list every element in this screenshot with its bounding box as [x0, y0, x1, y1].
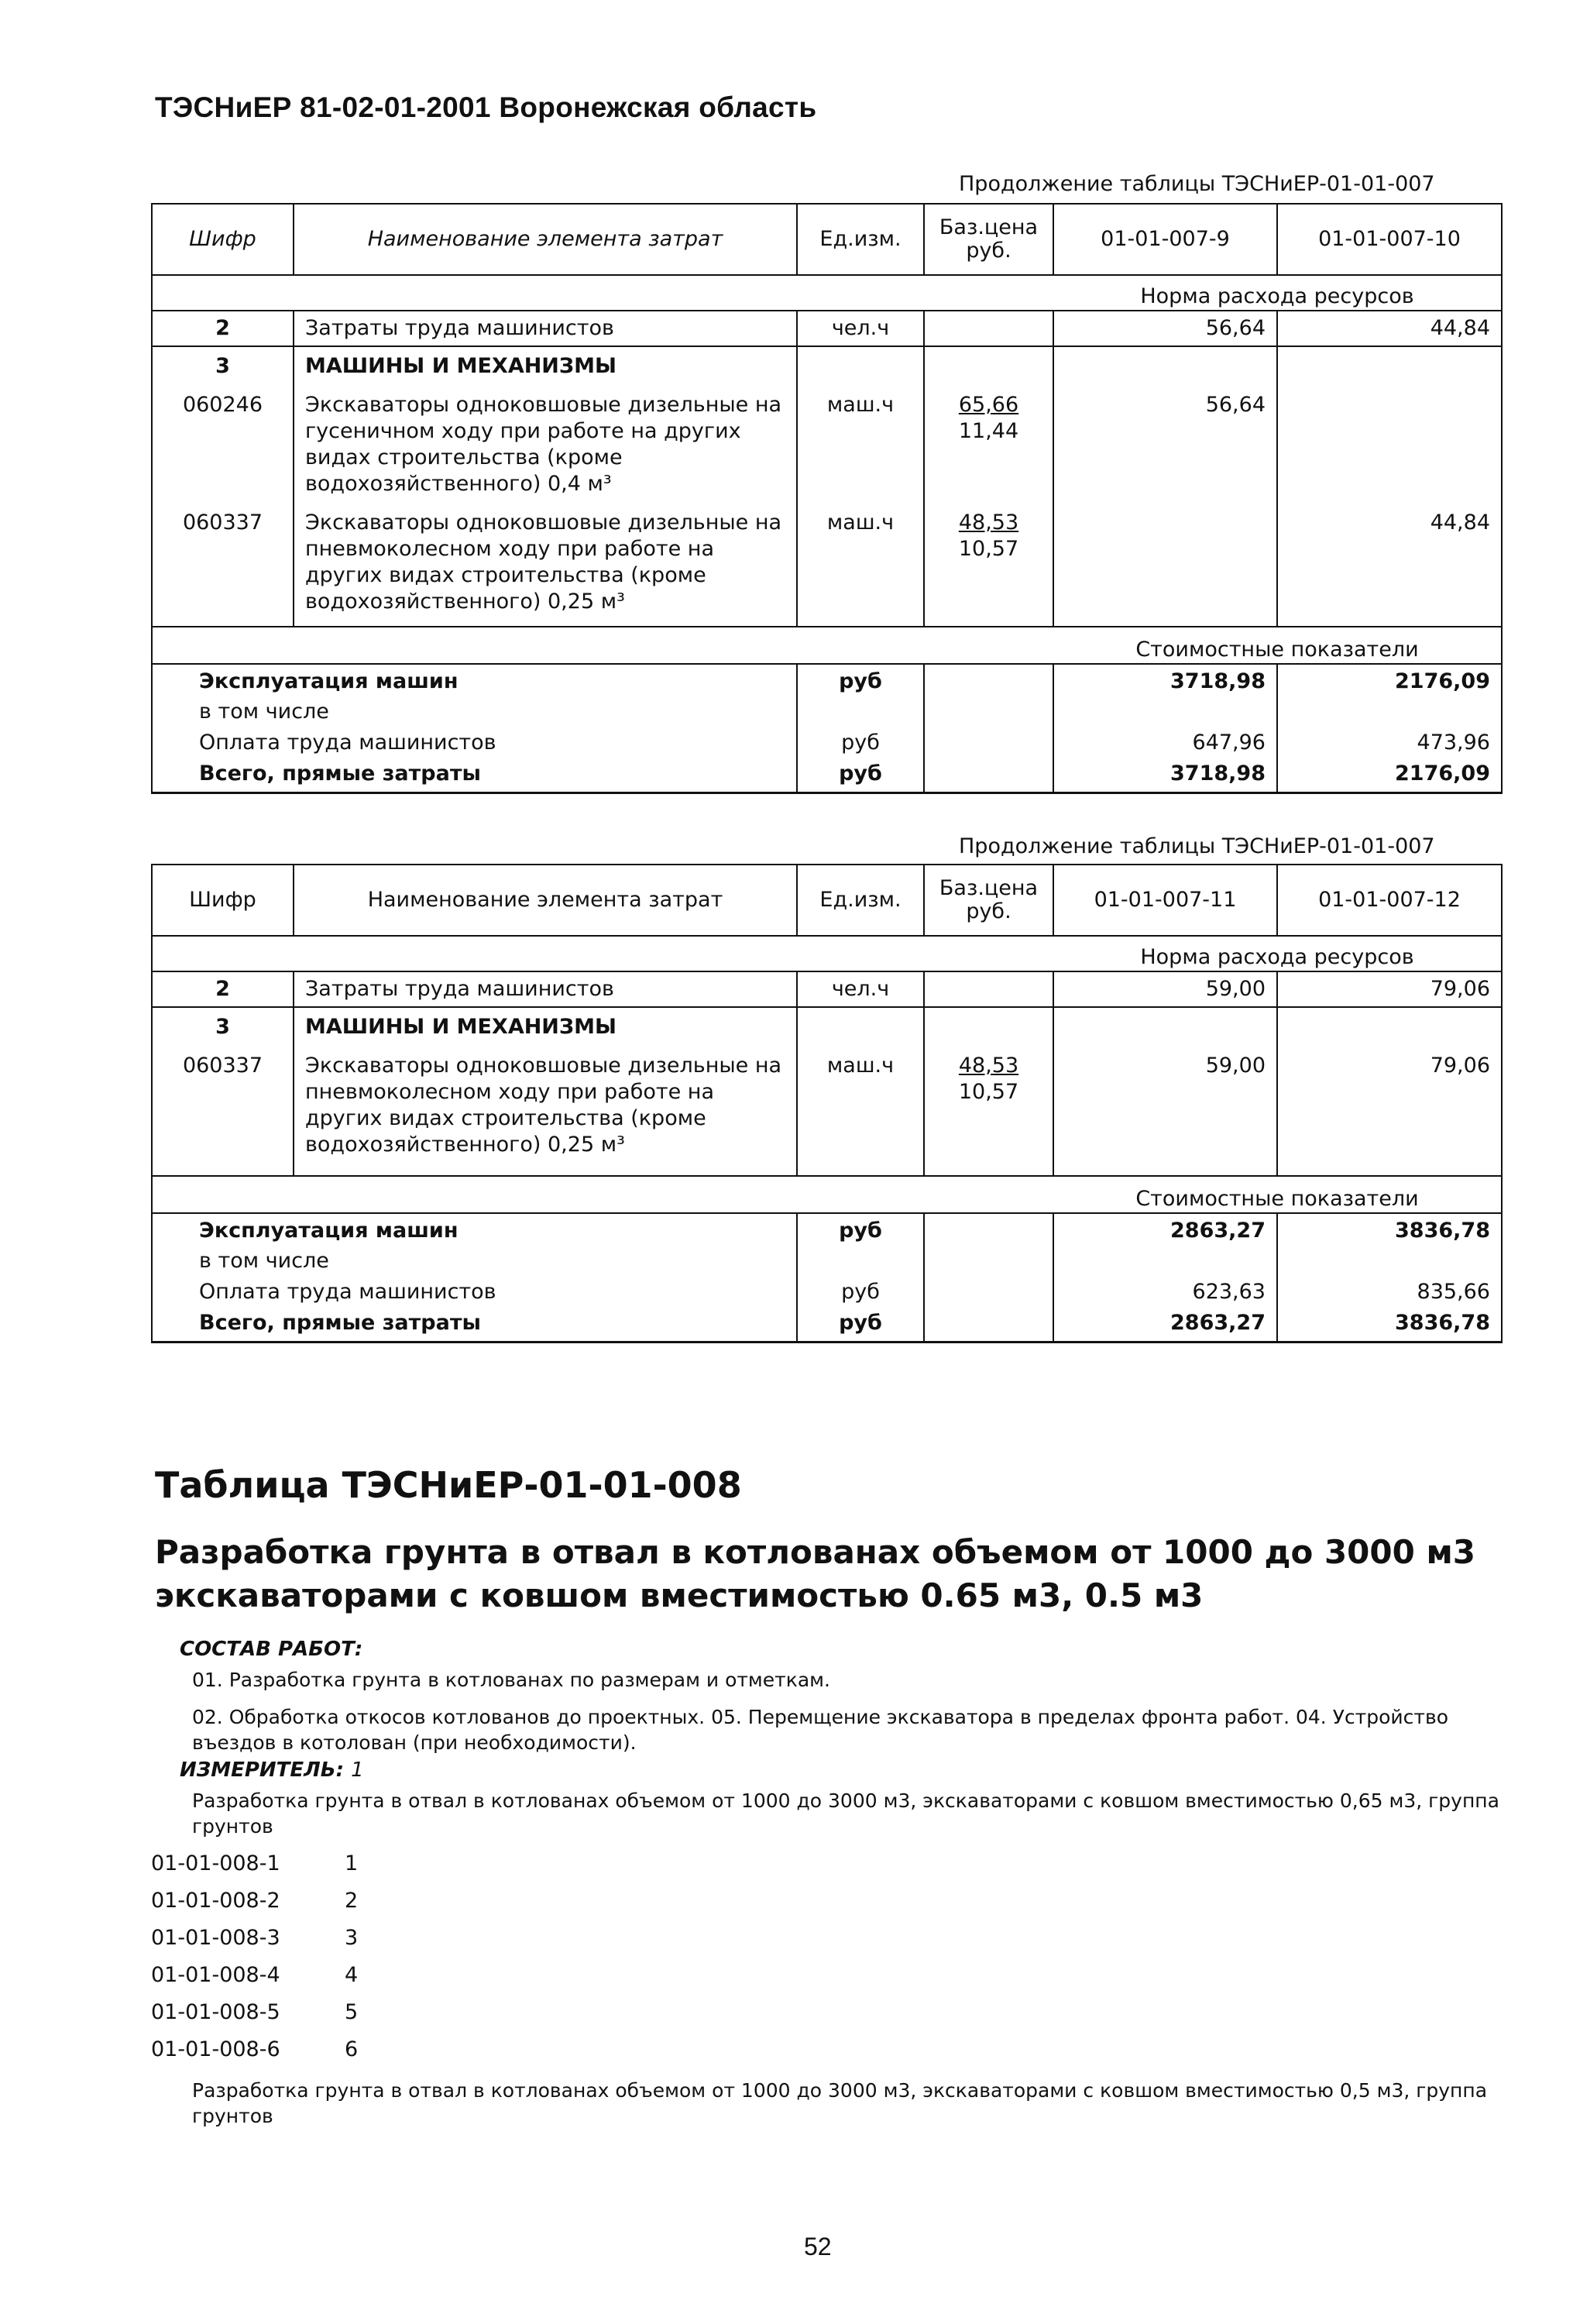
labor-row: [152, 311, 1502, 346]
cost-unit: [797, 1248, 924, 1279]
group: 6: [345, 2037, 359, 2061]
col-code-header: Шифр: [152, 865, 294, 936]
cost-label: Стоимостные показатели: [1053, 627, 1502, 664]
cost-row: [152, 1213, 1502, 1248]
row-price-labor: 10,57: [958, 1080, 1019, 1104]
row-a: 59,00: [1053, 1047, 1277, 1176]
cost-a: 2863,27: [1053, 1213, 1277, 1248]
composition-line-2: 02. Обработка откосов котлованов до проектных. 05. Перемщение экскаватора в пределах фронта работ. 04. Устройство въездов в котолован (при необходимости).: [192, 1706, 1448, 1754]
list-item: [151, 1845, 358, 1882]
machines-section-code: 3: [152, 1007, 294, 1047]
cost-name: Всего, прямые затраты: [152, 1310, 797, 1342]
cost-label: Стоимостные показатели: [1053, 1176, 1502, 1213]
cost-row: [152, 1248, 1502, 1279]
cost-b: 3836,78: [1277, 1310, 1502, 1342]
group: 2: [345, 1889, 359, 1913]
row-price: [924, 386, 1053, 507]
col-b-header: 01-01-007-10: [1277, 204, 1502, 275]
group: 4: [345, 1963, 359, 1987]
code-list: [151, 1845, 358, 2068]
row-b: [1277, 386, 1502, 507]
group1-text: Разработка грунта в отвал в котлованах объемом от 1000 до 3000 м3, экскаваторами с ковшом вместимостью 0,65 м3, группа грунтов: [192, 1789, 1499, 1838]
group: 3: [345, 1926, 359, 1950]
row-a: [1053, 507, 1277, 627]
cost-row: [152, 730, 1502, 761]
labor-unit: чел.ч: [797, 311, 924, 346]
machines-section-name: МАШИНЫ И МЕХАНИЗМЫ: [294, 1007, 797, 1047]
list-item: [151, 1994, 358, 2031]
row-unit: маш.ч: [797, 507, 924, 627]
cost-b: 2176,09: [1277, 664, 1502, 699]
cost-row: [152, 699, 1502, 730]
row-a: 56,64: [1053, 386, 1277, 507]
row-code: 060246: [152, 386, 294, 507]
group: 5: [345, 2000, 359, 2024]
row-price-total: 48,53: [958, 511, 1019, 535]
col-b-header: 01-01-007-12: [1277, 865, 1502, 936]
cost-row: [152, 664, 1502, 699]
cost-b: 473,96: [1277, 730, 1502, 761]
cost-unit: руб: [797, 1279, 924, 1310]
row-price-total: 48,53: [958, 1054, 1019, 1078]
group: 1: [345, 1851, 359, 1875]
cost-a: [1053, 699, 1277, 730]
labor-a: 59,00: [1053, 971, 1277, 1007]
labor-code: 2: [152, 971, 294, 1007]
col-a-header: 01-01-007-11: [1053, 865, 1277, 936]
row-name: Экскаваторы одноковшовые дизельные на пневмоколесном ходу при работе на других видах строительства (кроме водохозяйственного) 0,25 м³: [294, 1047, 797, 1176]
table-row: [152, 386, 1502, 507]
machines-section-row: [152, 346, 1502, 386]
code: 01-01-008-4: [151, 1963, 280, 1987]
col-name-header: Наименование элемента затрат: [294, 204, 797, 275]
list-item: [151, 2031, 358, 2068]
list-item: [151, 1882, 358, 1920]
code: 01-01-008-1: [151, 1851, 280, 1875]
row-code: 060337: [152, 507, 294, 627]
labor-a: 56,64: [1053, 311, 1277, 346]
meter-label: ИЗМЕРИТЕЛЬ:: [180, 1758, 344, 1782]
col-name-header: Наименование элемента затрат: [294, 865, 797, 936]
col-code-header: Шифр: [152, 204, 294, 275]
cost-name: Всего, прямые затраты: [152, 761, 797, 793]
composition-line-1: 01. Разработка грунта в котлованах по размерам и отметкам.: [192, 1669, 830, 1691]
cost-unit: руб: [797, 1310, 924, 1342]
row-price: [924, 1047, 1053, 1176]
table1-caption: Продолжение таблицы ТЭСНиЕР-01-01-007: [959, 172, 1435, 196]
row-price-labor: 10,57: [958, 537, 1019, 561]
section-title: Таблица ТЭСНиЕР-01-01-008: [155, 1464, 742, 1506]
col-a-header: 01-01-007-9: [1053, 204, 1277, 275]
cost-name: Эксплуатация машин: [152, 664, 797, 699]
list-item: [151, 1957, 358, 1994]
row-price-total: 65,66: [958, 393, 1019, 417]
row-b: 44,84: [1277, 507, 1502, 627]
norm-label: Норма расхода ресурсов: [1053, 275, 1502, 311]
cost-row: [152, 761, 1502, 793]
norm-label: Норма расхода ресурсов: [1053, 936, 1502, 971]
machines-section-name: МАШИНЫ И МЕХАНИЗМЫ: [294, 346, 797, 386]
row-price: [924, 507, 1053, 627]
cost-b: 835,66: [1277, 1279, 1502, 1310]
labor-name: Затраты труда машинистов: [294, 971, 797, 1007]
labor-code: 2: [152, 311, 294, 346]
cost-a: 647,96: [1053, 730, 1277, 761]
cost-label-row: [152, 1176, 1502, 1213]
table1-header-row: [152, 204, 1502, 275]
section-subtitle: Разработка грунта в отвал в котлованах объемом от 1000 до 3000 м3 экскаваторами с ковшом вместимостью 0.65 м3, 0.5 м3: [155, 1533, 1476, 1614]
table-row: [152, 507, 1502, 627]
meter-row: [180, 1758, 364, 1782]
cost-a: 623,63: [1053, 1279, 1277, 1310]
code: 01-01-008-2: [151, 1889, 280, 1913]
cost-name: Оплата труда машинистов: [152, 730, 797, 761]
code: 01-01-008-5: [151, 2000, 280, 2024]
cost-row: [152, 1279, 1502, 1310]
table2-header-row: [152, 865, 1502, 936]
document-header: ТЭСНиЕР 81-02-01-2001 Воронежская область: [155, 91, 817, 123]
cost-b: 2176,09: [1277, 761, 1502, 793]
cost-name: Эксплуатация машин: [152, 1213, 797, 1248]
cost-name: в том числе: [152, 699, 797, 730]
cost-b: 3836,78: [1277, 1213, 1502, 1248]
cost-unit: руб: [797, 664, 924, 699]
col-unit-header: Ед.изм.: [797, 865, 924, 936]
col-unit-header: Ед.изм.: [797, 204, 924, 275]
cost-a: 2863,27: [1053, 1310, 1277, 1342]
machines-section-row: [152, 1007, 1502, 1047]
norm-label-row: [152, 275, 1502, 311]
cost-a: 3718,98: [1053, 761, 1277, 793]
code: 01-01-008-3: [151, 1926, 280, 1950]
list-item: [151, 1920, 358, 1957]
cost-unit: руб: [797, 761, 924, 793]
norm-label-row: [152, 936, 1502, 971]
cost-a: [1053, 1248, 1277, 1279]
table-row: [152, 1047, 1502, 1176]
cost-unit: [797, 699, 924, 730]
cost-name: Оплата труда машинистов: [152, 1279, 797, 1310]
labor-b: 79,06: [1277, 971, 1502, 1007]
meter-value: 1: [351, 1758, 364, 1782]
row-name: Экскаваторы одноковшовые дизельные на пневмоколесном ходу при работе на других видах строительства (кроме водохозяйственного) 0,25 м³: [294, 507, 797, 627]
labor-name: Затраты труда машинистов: [294, 311, 797, 346]
code: 01-01-008-6: [151, 2037, 280, 2061]
row-unit: маш.ч: [797, 386, 924, 507]
machines-section-code: 3: [152, 346, 294, 386]
row-b: 79,06: [1277, 1047, 1502, 1176]
cost-b: [1277, 1248, 1502, 1279]
labor-row: [152, 971, 1502, 1007]
page-number: 52: [804, 2233, 832, 2260]
cost-name: в том числе: [152, 1248, 797, 1279]
table1: [151, 203, 1503, 794]
col-price-header: Баз.цена руб.: [924, 204, 1053, 275]
cost-b: [1277, 699, 1502, 730]
cost-unit: руб: [797, 730, 924, 761]
table2: [151, 864, 1503, 1343]
cost-a: 3718,98: [1053, 664, 1277, 699]
cost-unit: руб: [797, 1213, 924, 1248]
row-price-labor: 11,44: [958, 419, 1019, 443]
col-price-header: Баз.цена руб.: [924, 865, 1053, 936]
labor-b: 44,84: [1277, 311, 1502, 346]
labor-unit: чел.ч: [797, 971, 924, 1007]
row-name: Экскаваторы одноковшовые дизельные на гусеничном ходу при работе на других видах строительства (кроме водохозяйственного) 0,4 м³: [294, 386, 797, 507]
row-code: 060337: [152, 1047, 294, 1176]
composition-label: СОСТАВ РАБОТ:: [180, 1638, 363, 1661]
cost-row: [152, 1310, 1502, 1342]
group2-text: Разработка грунта в отвал в котлованах объемом от 1000 до 3000 м3, экскаваторами с ковшом вместимостью 0,5 м3, группа грунтов: [192, 2079, 1488, 2127]
row-unit: маш.ч: [797, 1047, 924, 1176]
cost-label-row: [152, 627, 1502, 664]
table2-caption: Продолжение таблицы ТЭСНиЕР-01-01-007: [959, 834, 1435, 858]
